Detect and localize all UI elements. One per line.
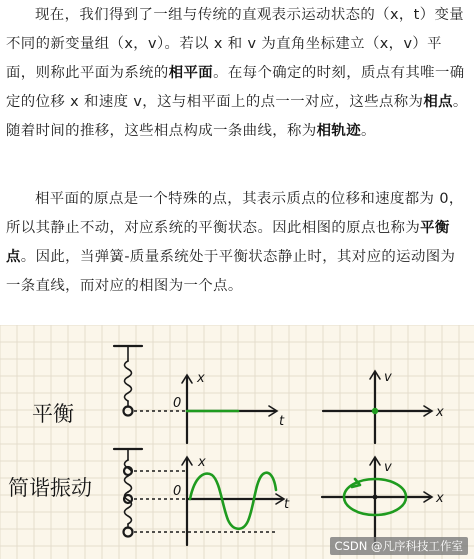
spring-mass-harmonic	[114, 449, 275, 537]
term-phase-point: 相点	[423, 94, 453, 110]
text-span: 。随着时间的推移，这些相点构成一条曲线，称为	[6, 94, 468, 139]
axis-letter-origin: 0	[173, 484, 182, 499]
axis-letter-t: t	[284, 497, 290, 512]
sine-curve	[190, 473, 276, 529]
label-harmonic: 简谐振动	[8, 476, 92, 500]
motion-plot-equilibrium	[173, 371, 285, 443]
axis-letter-t: t	[279, 414, 285, 429]
axis-letter-x: x	[436, 405, 444, 420]
text-span: 现在，我们得到了一组与传统的直观表示运动状态的（x，t）变量不同的新变量组（x，v）。若以 x 和 v 为直角坐标建立（x，v）平面，则称此平面为系统的	[6, 7, 465, 81]
text-span: 。	[360, 123, 376, 139]
axis-letter-x: x	[436, 491, 444, 506]
phase-origin-dot	[373, 495, 378, 500]
csdn-watermark: CSDN @凡序科技工作室	[330, 537, 468, 555]
term-phase-plane: 相平面	[168, 65, 214, 81]
paragraph-phase-plane	[6, 1, 468, 146]
term-phase-trajectory: 相轨迹	[316, 123, 361, 139]
label-equilibrium: 平衡	[32, 402, 74, 426]
axis-letter-x: x	[198, 455, 206, 470]
paragraph-equilibrium	[6, 185, 468, 301]
axis-letter-v: v	[384, 370, 392, 385]
phase-plot-equilibrium	[323, 370, 444, 443]
axis-letter-v: v	[384, 460, 392, 475]
axis-letter-origin: 0	[173, 396, 182, 411]
text-span: 。因此，当弹簧-质量系统处于平衡状态静止时，其对应的运动图为一条直线，而对应的相图为一个点。	[6, 249, 456, 294]
grid-paper	[0, 325, 474, 559]
term-equilibrium-point: 平衡点	[6, 220, 450, 265]
text-span: 相平面的原点是一个特殊的点，其表示质点的位移和速度都为 0，所以其静止不动，对应系统的平衡状态。因此相图的原点也称为	[6, 191, 464, 236]
text-span: 。在每个确定的时刻，质点有其唯一确定的位移 x 和速度 v，这与相平面上的点一一对应，这些点称为	[6, 65, 465, 110]
figure-canvas	[0, 325, 474, 559]
equilibrium-point-dot	[372, 408, 378, 414]
axis-letter-x: x	[197, 371, 205, 386]
hand-drawn-figure	[0, 325, 474, 559]
